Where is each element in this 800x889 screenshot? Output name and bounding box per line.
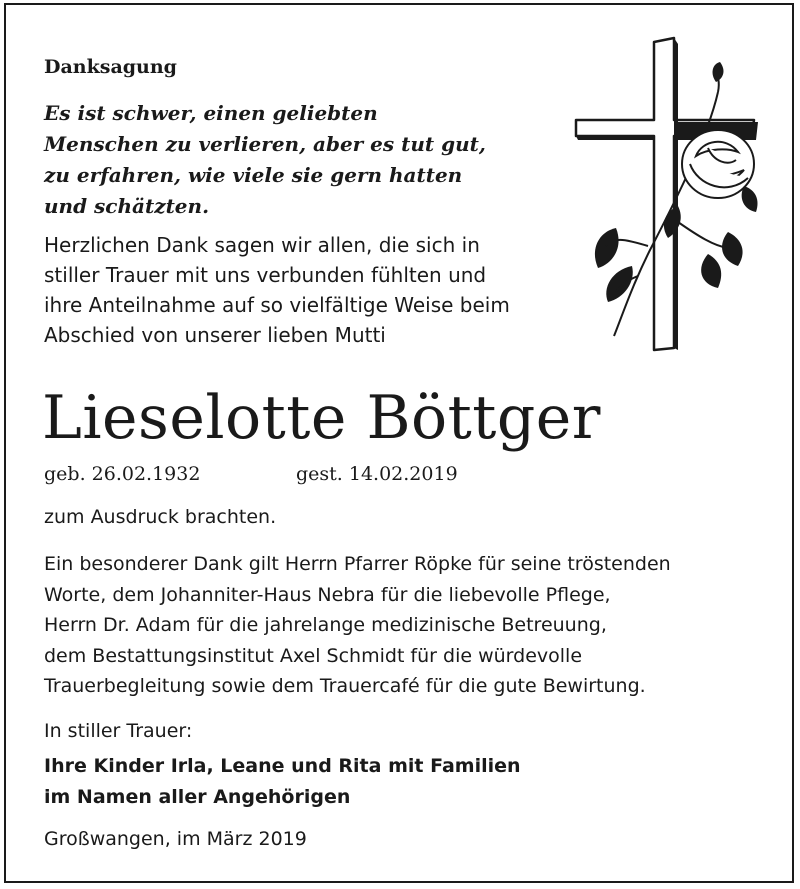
thanks-continuation: zum Ausdruck brachten.: [44, 506, 277, 528]
signature-line: im Namen aller Angehörigen: [44, 786, 351, 808]
motto-line: und schätzten.: [44, 194, 210, 218]
special-thanks-line: Ein besonderer Dank gilt Herrn Pfarrer Röpke für seine tröstenden: [44, 553, 671, 575]
thanks-line: Herzlichen Dank sagen wir allen, die sich in: [44, 233, 480, 257]
signature-line: Ihre Kinder Irla, Leane und Rita mit Familien: [44, 755, 521, 777]
mourning-label: In stiller Trauer:: [44, 720, 193, 742]
special-thanks-line: dem Bestattungsinstitut Axel Schmidt für die würdevolle: [44, 644, 583, 667]
signatures: [44, 751, 521, 813]
birth-date: geb. 26.02.1932: [44, 463, 201, 485]
deceased-name: Lieselotte Böttger: [42, 383, 601, 453]
thanks-paragraph: [44, 230, 510, 350]
special-thanks-paragraph: [44, 549, 671, 702]
place-and-date: Großwangen, im März 2019: [44, 828, 307, 850]
cross-with-rose-icon: [568, 36, 768, 356]
thanks-line: stiller Trauer mit uns verbunden fühlten und: [44, 263, 487, 287]
special-thanks-line: Herrn Dr. Adam für die jahrelange medizinische Betreuung,: [44, 614, 607, 636]
motto-line: Menschen zu verlieren, aber es tut gut,: [44, 132, 486, 156]
notice-heading: Danksagung: [44, 56, 177, 78]
motto-line: zu erfahren, wie viele sie gern hatten: [44, 163, 463, 187]
death-date: gest. 14.02.2019: [296, 463, 458, 485]
motto-quote: [44, 98, 564, 222]
special-thanks-line: Trauerbegleitung sowie dem Trauercafé für die gute Bewirtung.: [44, 675, 646, 697]
thanks-line: Abschied von unserer lieben Mutti: [44, 323, 386, 347]
thanks-line: ihre Anteilnahme auf so vielfältige Weise beim: [44, 293, 510, 317]
special-thanks-line: Worte, dem Johanniter-Haus Nebra für die liebevolle Pflege,: [44, 583, 611, 606]
motto-line: Es ist schwer, einen geliebten: [44, 101, 378, 125]
